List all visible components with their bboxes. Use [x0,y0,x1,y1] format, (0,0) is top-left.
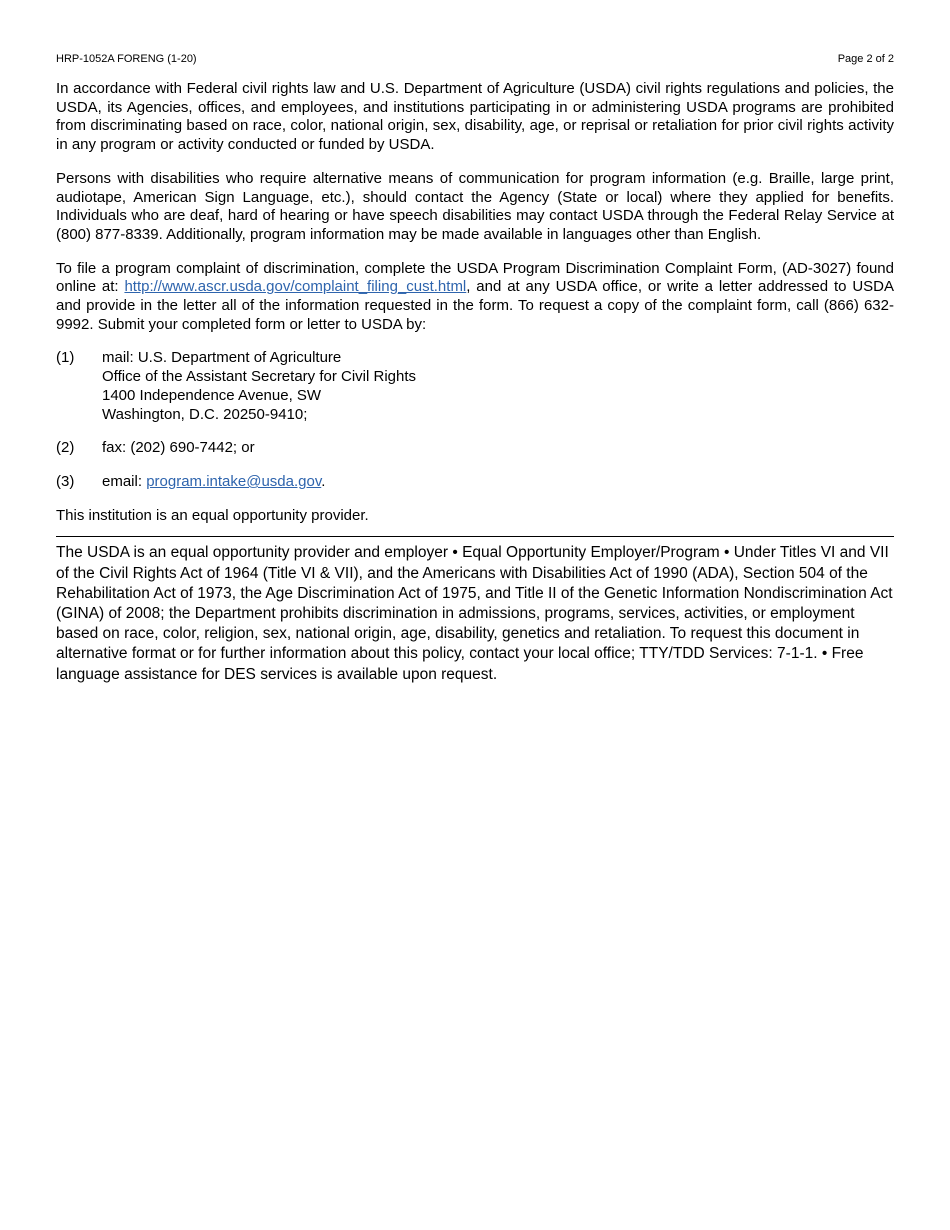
divider-line [56,536,894,537]
address-line: Office of the Assistant Secretary for Civil Rights [102,368,417,386]
page-header [56,52,894,66]
list-item-email [56,473,894,492]
list-number: (3) [56,472,75,490]
nondiscrimination-footer: The USDA is an equal opportunity provider and employer • Equal Opportunity Employer/Program • Under Titles VI and VII of the Civil Rights Act of 1964 (Title VI & VII), and the Americans with Disabilities Act of 1990 (ADA), Section 504 of the Rehabilitation Act of 1973, the Age Discrimination Act of 1975, and Title II of the Genetic Information Nondiscrimination Act (GINA) of 2008; the Department prohibits discrimination in admissions, programs, services, activities, or employment based on race, color, religion, sex, national origin, age, disability, genetics and retaliation. To request this document in alternative format or for further information about this policy, contact your local office; TTY/TDD Services: 7-1-1. • Free language assistance for DES services is available upon request. [56,544,893,683]
address-line: Washington, D.C. 20250-9410; [102,405,308,423]
list-item-fax [56,439,894,458]
email-suffix: . [321,472,326,490]
fax-text: fax: (202) 690-7442; or [102,439,255,457]
equal-opportunity-statement: This institution is an equal opportunity provider. [56,506,369,524]
list-item-mail [56,349,894,424]
complaint-form-link[interactable]: http://www.ascr.usda.gov/complaint_filing_cust.html [124,278,467,296]
complaint-paragraph [56,260,894,335]
disabilities-paragraph: Persons with disabilities who require alternative means of communication for program information (e.g. Braille, large print, audiotape, American Sign Language, etc.), should contact the Agency (State or local) where they applied for benefits. Individuals who are deaf, hard of hearing or have speech disabilities may contact USDA through the Federal Relay Service at (800) 877-8339. Additionally, program information may be made available in languages other than English. [56,169,894,243]
mail-address [102,349,416,424]
form-id: HRP-1052A FORENG (1-20) [56,53,197,65]
address-line: 1400 Independence Avenue, SW [102,386,322,404]
civil-rights-paragraph: In accordance with Federal civil rights law and U.S. Department of Agriculture (USDA) civil rights regulations and policies, the USDA, its Agencies, offices, and employees, and institutions participating in or administering USDA programs are prohibited from discriminating based on race, color, national origin, sex, disability, age, or reprisal or retaliation for prior civil rights activity in any program or activity conducted or funded by USDA. [56,80,894,154]
address-line: mail: U.S. Department of Agriculture [102,349,342,367]
list-number: (2) [56,439,75,457]
document-page [56,52,894,685]
complaint-text-after: , and at any USDA office, or write a letter addressed to USDA and provide in the letter all of the information requested in the form. To request a copy of the complaint form, call (866) 632-9992. Submit your completed form or letter to USDA by: [56,278,894,333]
list-number: (1) [56,349,75,367]
email-prefix: email: [102,472,147,490]
page-number: Page 2 of 2 [837,53,894,65]
complaint-text-before: To file a program complaint of discrimination, complete the USDA Program Discrimination Complaint Form, (AD-3027) found online at: [56,259,894,296]
email-line [102,473,325,492]
email-link[interactable]: program.intake@usda.gov [146,472,322,490]
